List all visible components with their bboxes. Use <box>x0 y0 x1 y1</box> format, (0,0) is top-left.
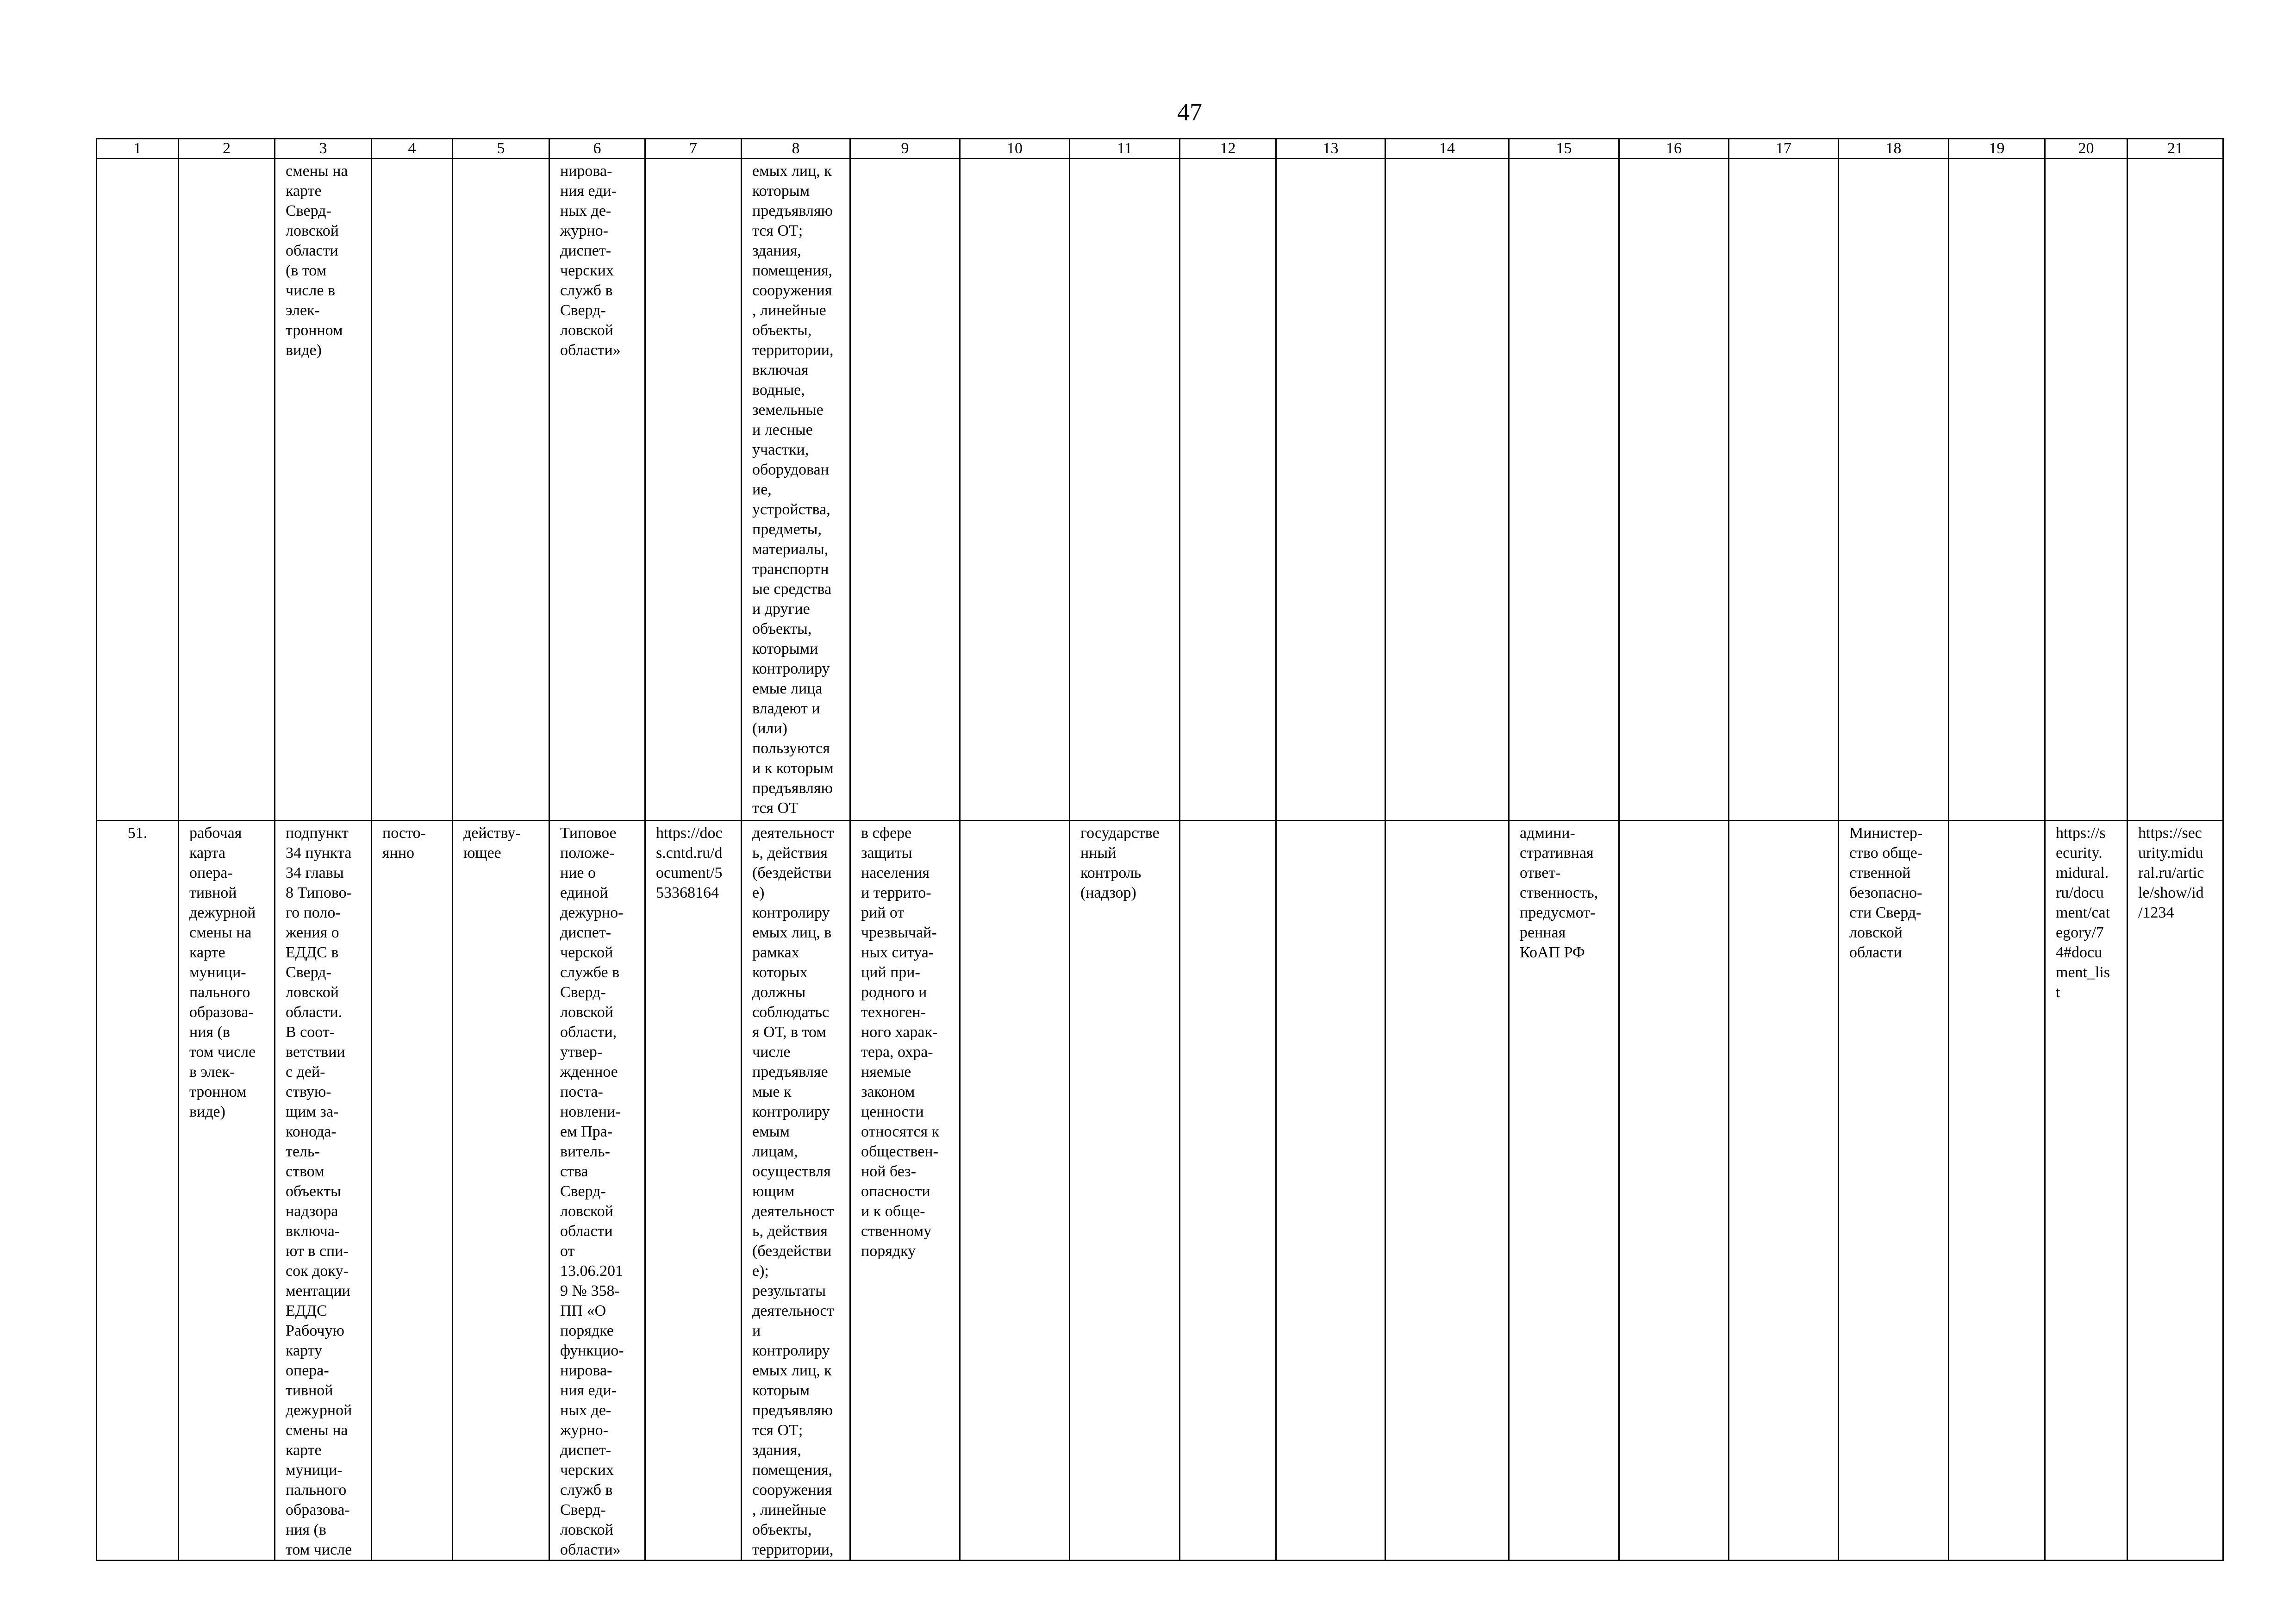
table-cell <box>1949 821 2045 1561</box>
table-cell-sphere: в сфере защиты населения и террито- рий от чрезвычай- ных ситуа- ций при- родного и техноген- ного харак- тера, охра- няемые законом ценности относятся к обществен- ной без- опасности и к обще- ственному порядку <box>850 821 960 1561</box>
table-cell-frequency: посто- янно <box>372 821 453 1561</box>
page-number: 47 <box>1177 98 1202 126</box>
table-cell <box>1276 159 1385 821</box>
table-cell <box>1839 159 1949 821</box>
table-cell-objects: деятельност ь, действия (бездействи е) контролиру емых лиц, в рамках которых должны соблюдатьс я ОТ, в том числе предъявляе мые к контролиру емым лицам, осуществля ющим деятельност ь, действия (бездействи е); результаты деятельност и контролиру емых лиц, к которым предъявляю тся ОТ; здания, помещения, сооружения , линейные объекты, территории, <box>742 821 850 1561</box>
column-number: 7 <box>645 139 742 159</box>
column-number: 8 <box>742 139 850 159</box>
column-number: 11 <box>1070 139 1180 159</box>
table-row-continuation <box>97 159 2223 821</box>
table-cell-objects: емых лиц, к которым предъявляю тся ОТ; здания, помещения, сооружения , линейные объекты, территории, включая водные, земельные и лесные участки, оборудован ие, устройства, предметы, материалы, транспортн ые средства и другие объекты, которыми контролиру емые лица владеют и (или) пользуются и к которым предъявляю тся ОТ <box>742 159 850 821</box>
table-cell-link[interactable]: https://sec urity.midu ral.ru/artic le/show/id /1234 <box>2128 821 2223 1561</box>
column-number: 14 <box>1385 139 1509 159</box>
table-cell-control-type: государстве нный контроль (надзор) <box>1070 821 1180 1561</box>
table-cell <box>1070 159 1180 821</box>
table-cell <box>1509 159 1619 821</box>
table-cell-doc-title: рабочая карта опера- тивной дежурной смены на карте муници- пального образова- ния (в том числе в элек- тронном виде) <box>179 821 275 1561</box>
column-number-row <box>97 139 2223 159</box>
table-cell <box>97 159 179 821</box>
table-cell <box>960 159 1070 821</box>
table-cell-link[interactable]: https://s ecurity. midural. ru/docu ment/cat egory/7 4#docu ment_lis t <box>2045 821 2128 1561</box>
table-cell <box>1619 159 1729 821</box>
table-cell-doc-name: смены на карте Сверд- ловской области (в том числе в элек- тронном виде) <box>275 159 372 821</box>
column-number: 4 <box>372 139 453 159</box>
column-number: 13 <box>1276 139 1385 159</box>
column-number: 9 <box>850 139 960 159</box>
column-number: 17 <box>1729 139 1839 159</box>
column-number: 19 <box>1949 139 2045 159</box>
column-number: 18 <box>1839 139 1949 159</box>
column-number: 15 <box>1509 139 1619 159</box>
table-cell-status: действу- ющее <box>453 821 549 1561</box>
table-cell <box>179 159 275 821</box>
column-number: 6 <box>549 139 645 159</box>
table-cell <box>2045 159 2128 821</box>
table-cell <box>1949 159 2045 821</box>
table-cell-requirement: подпункт 34 пункта 34 главы 8 Типово- го поло- жения о ЕДДС в Сверд- ловской области. В соот- ветствии с дей- ствую- щим за- конода- тель- ством объекты надзора включа- ют в спи- сок доку- ментации ЕДДС Рабочую карту опера- тивной дежурной смены на карте муници- пального образова- ния (в том числе <box>275 821 372 1561</box>
column-number: 2 <box>179 139 275 159</box>
table-cell <box>2128 159 2223 821</box>
column-number: 3 <box>275 139 372 159</box>
column-number: 20 <box>2045 139 2128 159</box>
table-cell-liability: админи- стративная ответ- ственность, предусмот- ренная КоАП РФ <box>1509 821 1619 1561</box>
table-row-51 <box>97 821 2223 1561</box>
table-cell <box>1180 821 1276 1561</box>
column-number: 10 <box>960 139 1070 159</box>
registry-table <box>96 138 2224 1561</box>
table-cell <box>1385 159 1509 821</box>
table-cell-legal-act: нирова- ния еди- ных де- журно- диспет- черских служб в Сверд- ловской области» <box>549 159 645 821</box>
table-cell-legal-act: Типовое положе- ние о единой дежурно- диспет- черской службе в Сверд- ловской области, утвер- жденное поста- новлени- ем Пра- витель- ства Сверд- ловской области от 13.06.201 9 № 358- ПП «О порядке функцио- нирова- ния еди- ных де- журно- диспет- черских служб в Сверд- ловской области» <box>549 821 645 1561</box>
table-cell <box>453 159 549 821</box>
column-number: 21 <box>2128 139 2223 159</box>
table-cell <box>1729 821 1839 1561</box>
column-number: 1 <box>97 139 179 159</box>
column-number: 16 <box>1619 139 1729 159</box>
table-cell-link[interactable]: https://doc s.cntd.ru/d ocument/5 53368164 <box>645 821 742 1561</box>
table-cell <box>1729 159 1839 821</box>
row-number: 51. <box>97 821 179 1561</box>
table-cell <box>960 821 1070 1561</box>
table-cell <box>1619 821 1729 1561</box>
table-cell <box>850 159 960 821</box>
column-number: 5 <box>453 139 549 159</box>
table-cell <box>1276 821 1385 1561</box>
table-cell <box>1180 159 1276 821</box>
table-cell <box>1385 821 1509 1561</box>
table-cell <box>645 159 742 821</box>
table-cell <box>372 159 453 821</box>
column-number: 12 <box>1180 139 1276 159</box>
table-cell-authority: Министер- ство обще- ственной безопасно- сти Сверд- ловской области <box>1839 821 1949 1561</box>
